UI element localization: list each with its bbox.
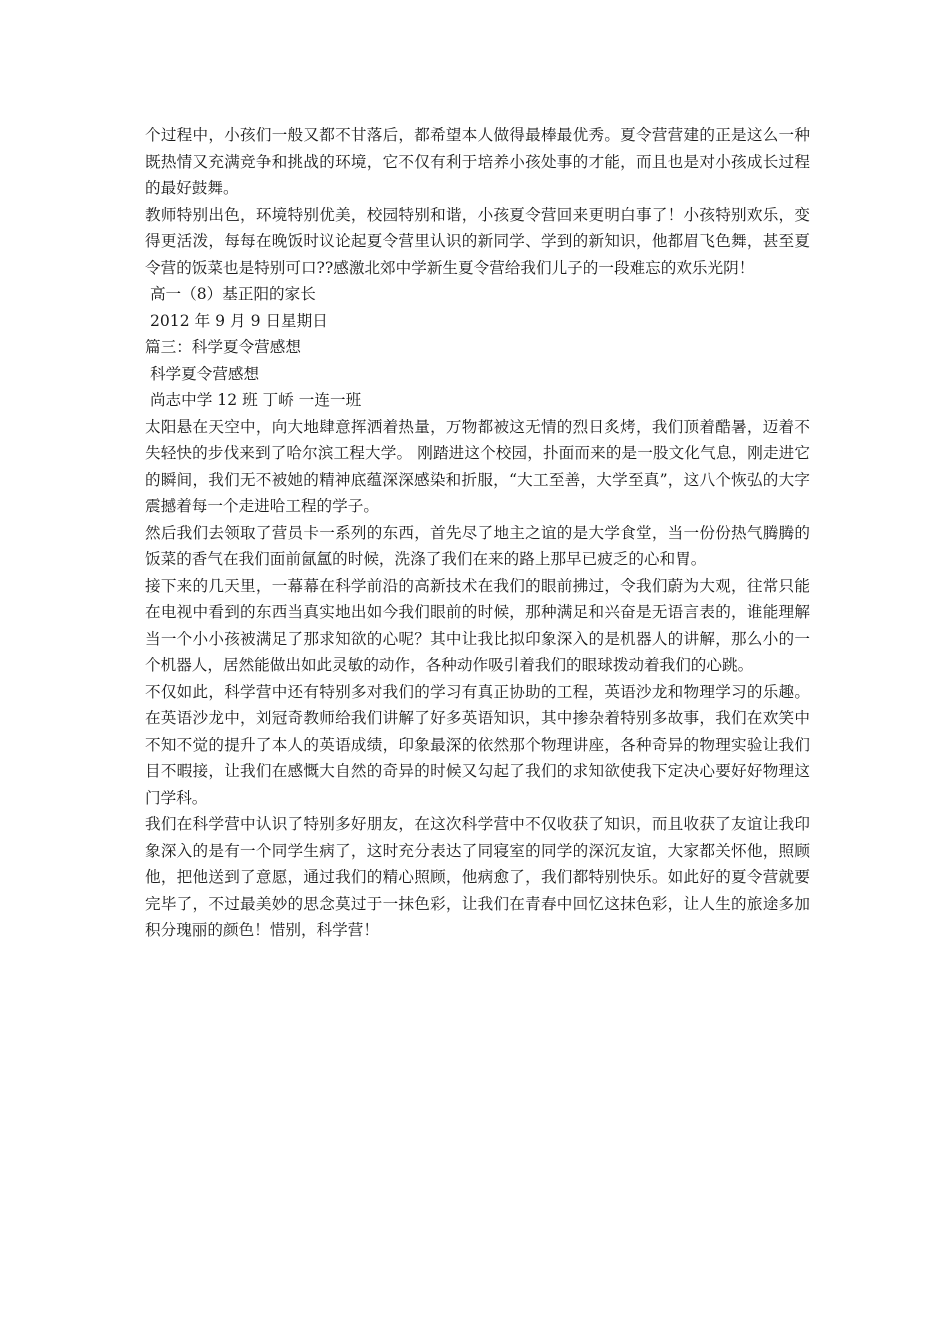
essay-paragraph-technology: 接下来的几天里，一幕幕在科学前沿的高新技术在我们的眼前拂过，令我们蔚为大观，往常只能在电视中看到的东西当真实地出如今我们眼前的时候，那种满足和兴奋是无语言表的，谁能理解当一个小小孩被满足了那求知欲的心呢？其中让我比拟印象深入的是机器人的讲解，那么小的一个机器人，居然能做出如此灵敏的动作，各种动作吸引着我们的眼球拨动着我们的心跳。: [145, 576, 810, 674]
essay-title: 科学夏令营感想: [145, 364, 260, 383]
essay-paragraph-learning: 不仅如此，科学营中还有特别多对我们的学习有真正协助的工程，英语沙龙和物理学习的乐趣。在英语沙龙中，刘冠奇教师给我们讲解了好多英语知识，其中掺杂着特别多故事，我们在欢笑中不知不觉的提升了本人的英语成绩，印象最深的依然那个物理讲座，各种奇异的物理实验让我们目不暇接，让我们在感慨大自然的奇异的时候又勾起了我们的求知欲使我下定决心要好好物理这门学科。: [145, 682, 810, 807]
essay-paragraph-arrival: 太阳悬在天空中，向大地肆意挥洒着热量，万物都被这无情的烈日炙烤，我们顶着酷暑，迈着不失轻快的步伐来到了哈尔滨工程大学。 刚踏进这个校园，扑面而来的是一股文化气息，刚走进它的瞬间，我们无不被她的精神底蕴深深感染和折服，“大工至善，大学至真”，这八个恢弘的大字震撼着每一个走进哈工程的学子。: [145, 417, 810, 515]
section-heading: 篇三：科学夏令营感想: [145, 338, 301, 356]
author-line: 尚志中学 12 班 丁峤 一连一班: [145, 391, 362, 409]
signature-line: 高一（8）基正阳的家长: [145, 285, 316, 303]
paragraph-camp-intro: 个过程中，小孩们一般又都不甘落后，都希望本人做得最棒最优秀。夏令营营建的正是这么一种既热情又充满竞争和挑战的环境，它不仅有利于培养小孩处事的才能，而且也是对小孩成长过程的最好鼓舞。: [145, 126, 810, 197]
document-page: [145, 122, 810, 944]
essay-paragraph-friendship: 我们在科学营中认识了特别多好朋友，在这次科学营中不仅收获了知识，而且收获了友谊让我印象深入的是有一个同学生病了，这时充分表达了同寝室的同学的深沉友谊，大家都关怀他，照顾他，把他送到了意愿，通过我们的精心照顾，他病愈了，我们都特别快乐。如此好的夏令营就要完毕了，不过最美妙的思念莫过于一抹色彩，让我们在青春中回忆这抹色彩，让人生的旅途多加积分瑰丽的颜色！惜别，科学营！: [145, 815, 810, 939]
date-line: 2012 年 9 月 9 日星期日: [145, 311, 328, 330]
essay-paragraph-canteen: 然后我们去领取了营员卡一系列的东西，首先尽了地主之谊的是大学食堂，当一份份热气腾腾的饭菜的香气在我们面前氤氲的时候，洗涤了我们在来的路上那早已疲乏的心和胃。: [145, 523, 810, 568]
paragraph-parent-feedback: 教师特别出色，环境特别优美，校园特别和谐，小孩夏令营回来更明白事了！小孩特别欢乐，变得更活泼，每每在晚饭时议论起夏令营里认识的新同学、学到的新知识，他都眉飞色舞，甚至夏令营的饭菜也是特别可口??感激北郊中学新生夏令营给我们儿子的一段难忘的欢乐光阴！: [145, 205, 810, 277]
